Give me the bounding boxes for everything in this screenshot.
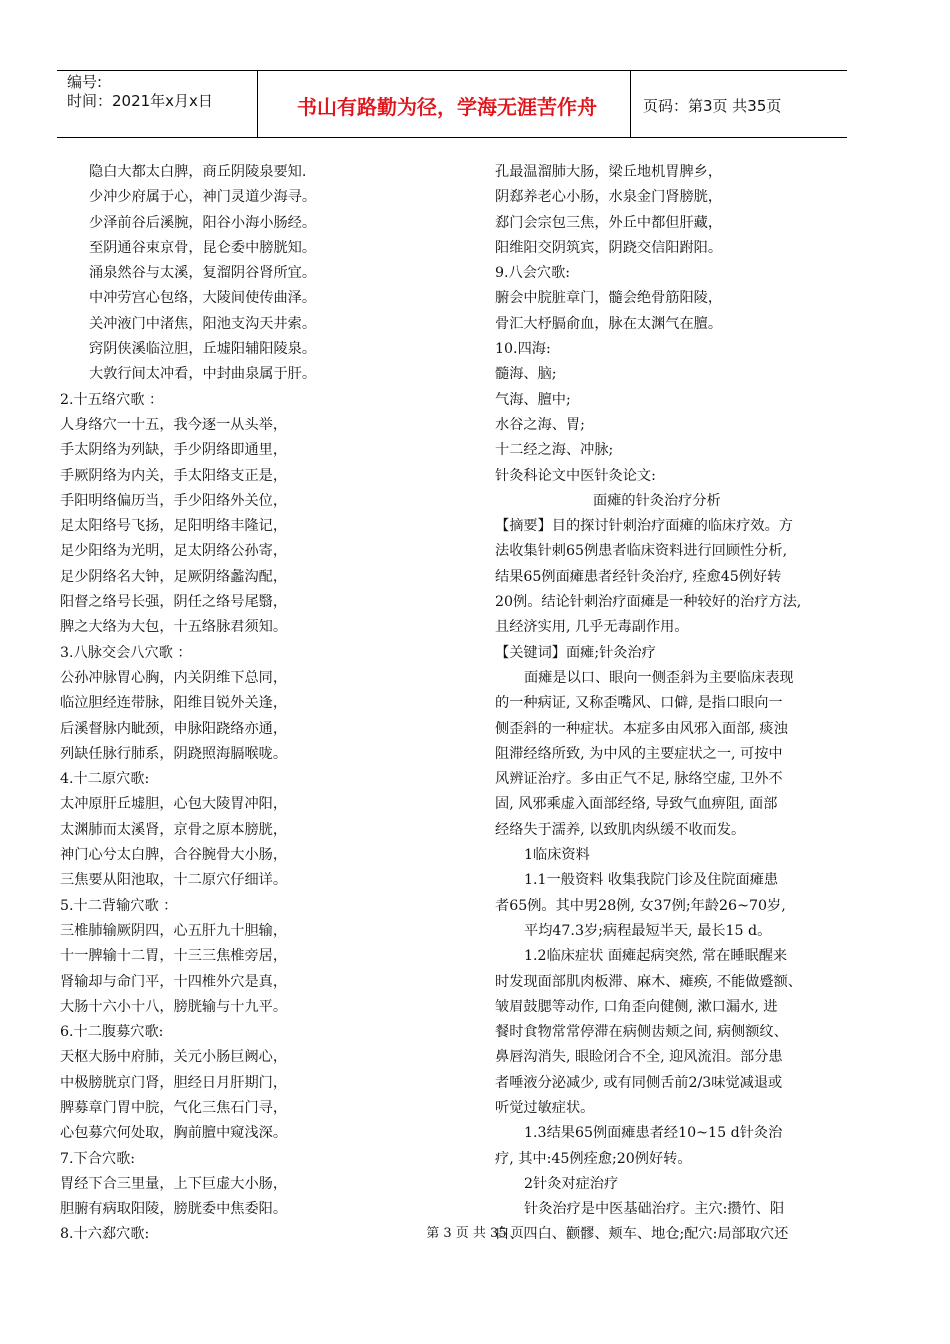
text-line: 7.下合穴歌: — [60, 1150, 136, 1167]
text-line: 法收集针刺65例患者临床资料进行回顾性分析, — [495, 543, 788, 560]
text-line: 3.八脉交会八穴歌 ： — [60, 644, 192, 661]
right-column — [495, 160, 865, 1248]
text-line: 骨汇大杼膈俞血，脉在太渊气在膻。 — [495, 315, 723, 332]
text-line: 腑会中脘脏章门，髓会绝骨筋阳陵， — [495, 290, 723, 307]
text-line: 结果65例面瘫患者经针灸治疗, 痊愈45例好转 — [495, 568, 782, 585]
text-line: 8.十六郄穴歌: — [60, 1226, 150, 1243]
text-line: 者65例。其中男28例, 女37例;年龄26~70岁, — [495, 897, 786, 914]
text-line: 三焦要从阳池取，十二原穴仔细详。 — [60, 872, 288, 889]
text-line: 皱眉鼓腮等动作, 口角歪向健侧, 漱口漏水, 进 — [495, 998, 778, 1015]
text-line: 的一种病证, 又称歪嘴风、口僻, 是指口眼向一 — [495, 695, 783, 712]
text-line: 针灸治疗是中医基础治疗。主穴:攒竹、阳 — [524, 1201, 785, 1218]
text-line: 2针灸对症治疗 — [524, 1175, 619, 1192]
text-line: 手厥阴络为内关，手太阳络支正是， — [60, 467, 288, 484]
text-line: 少冲少府属于心，神门灵道少海寻。 — [89, 189, 317, 206]
text-line: 面瘫的针灸治疗分析 — [593, 492, 721, 509]
text-line: 阳督之络号长强，阴任之络号尾翳， — [60, 594, 288, 611]
text-line: 十一脾输十二胃，十三三焦椎旁居， — [60, 948, 288, 965]
text-line: 脾募章门胃中脘，气化三焦石门寻， — [60, 1099, 288, 1116]
text-line: 关冲液门中渚焦，阳池支沟天井索。 — [89, 315, 317, 332]
text-line: 疗, 其中:45例痊愈;20例好转。 — [495, 1150, 692, 1167]
page-header — [57, 70, 847, 138]
text-line: 1.1一般资料 收集我院门诊及住院面瘫患 — [524, 872, 779, 889]
page-footer: 第 3 页 共 35 页 — [426, 1226, 524, 1241]
text-line: 大肠十六小十八，膀胱输与十九平。 — [60, 998, 288, 1015]
text-line: 大敦行间太冲看，中封曲泉属于肝。 — [89, 366, 317, 383]
text-line: 后溪督脉内眦颈，申脉阳跷络亦通， — [60, 720, 288, 737]
text-line: 20例。结论针刺治疗面瘫是一种较好的治疗方法, — [495, 594, 802, 611]
text-line: 1.2临床症状 面瘫起病突然, 常在睡眠醒来 — [524, 948, 788, 965]
text-line: 公孙冲脉胃心胸，内关阴维下总同， — [60, 669, 288, 686]
text-line: 十二经之海、冲脉; — [495, 442, 614, 459]
text-line: 5.十二背输穴歌 ： — [60, 897, 178, 914]
text-line: 时发现面部肌肉板滞、麻木、瘫痪, 不能做蹙额、 — [495, 973, 802, 990]
text-line: 三椎肺输厥阴四，心五肝九十胆输， — [60, 922, 288, 939]
text-line: 阳维阳交阴筑宾，阴跷交信阳跗阳。 — [495, 239, 723, 256]
header-motto: 书山有路勤为径，学海无涯苦作舟 — [297, 95, 597, 119]
text-line: 神门心兮太白脾，合谷腕骨大小肠， — [60, 847, 288, 864]
text-line: 心包募穴何处取，胸前膻中窥浅深。 — [60, 1125, 288, 1142]
text-line: 足少阴络名大钟，足厥阴络蠡沟配， — [60, 568, 288, 585]
text-line: 面瘫是以口、眼向一侧歪斜为主要临床表现 — [524, 669, 794, 686]
text-line: 阴郄养老心小肠，水泉金门肾膀胱， — [495, 189, 723, 206]
text-line: 肾输却与命门平，十四椎外穴是真， — [60, 973, 288, 990]
number-label: 编号: — [67, 73, 103, 91]
text-line: 餐时食物常常停滞在病侧齿颊之间, 病侧额纹、 — [495, 1024, 788, 1041]
header-divider — [257, 71, 258, 137]
text-line: 且经济实用, 几乎无毒副作用。 — [495, 619, 689, 636]
text-line: 髓海、脑; — [495, 366, 557, 383]
header-page-number: 页码：第3页 共35页 — [643, 97, 782, 115]
text-line: 孔最温溜肺大肠，梁丘地机胃脾乡， — [495, 164, 723, 180]
header-divider — [630, 71, 631, 137]
text-line: 平均47.3岁;病程最短半天, 最长15 d。 — [524, 922, 772, 939]
text-line: 手太阴络为列缺，手少阴络即通里， — [60, 442, 288, 459]
text-line: 者唾液分泌减少, 或有同侧舌前2/3味觉减退或 — [495, 1074, 783, 1091]
text-line: 鼻唇沟消失, 眼睑闭合不全, 迎风流泪。部分患 — [495, 1049, 783, 1066]
text-line: 太渊肺而太溪肾，京骨之原本膀胱， — [60, 821, 288, 838]
text-line: 听觉过敏症状。 — [495, 1099, 595, 1116]
text-line: 9.八会穴歌: — [495, 265, 571, 282]
text-line: 郄门会宗包三焦，外丘中都但肝藏， — [495, 214, 723, 231]
text-line: 【摘要】目的探讨针刺治疗面瘫的临床疗效。方 — [495, 518, 793, 535]
text-line: 中极膀胱京门肾，胆经日月肝期门， — [60, 1074, 288, 1091]
text-line: 水谷之海、胃; — [495, 416, 585, 433]
text-line: 白、四白、颧髎、颊车、地仓;配穴:局部取穴还 — [495, 1226, 789, 1243]
text-line: 风辨证治疗。多由正气不足, 脉络空虚, 卫外不 — [495, 771, 783, 788]
text-line: 1临床资料 — [524, 847, 590, 864]
text-line: 手阳明络偏历当，手少阳络外关位， — [60, 492, 288, 509]
text-line: 6.十二腹募穴歌: — [60, 1024, 164, 1041]
text-line: 【关键词】面瘫;针灸治疗 — [495, 644, 656, 661]
text-line: 至阴通谷束京骨，昆仑委中膀胱知。 — [89, 239, 317, 256]
header-meta — [67, 73, 213, 111]
text-line: 胃经下合三里量，上下巨虚大小肠， — [60, 1175, 288, 1192]
text-line: 足少阳络为光明，足太阴络公孙寄， — [60, 543, 288, 560]
text-line: 临泣胆经连带脉，阳维目锐外关逢， — [60, 695, 288, 712]
text-line: 4.十二原穴歌: — [60, 771, 150, 788]
text-line: 太冲原肝丘墟胆，心包大陵胃冲阳， — [60, 796, 288, 813]
text-line: 侧歪斜的一种症状。本症多由风邪入面部, 痰浊 — [495, 720, 788, 737]
text-line: 固, 风邪乘虚入面部经络, 导致气血痹阻, 面部 — [495, 796, 778, 813]
text-line: 涌泉然谷与太溪，复溜阴谷肾所宜。 — [89, 265, 317, 282]
text-line: 窍阴侠溪临泣胆，丘墟阳辅阳陵泉。 — [89, 341, 317, 358]
text-line: 2.十五络穴歌 ： — [60, 391, 164, 408]
text-line: 中冲劳宫心包络，大陵间使传曲泽。 — [89, 290, 317, 307]
text-line: 列缺任脉行肺系，阴跷照海膈喉咙。 — [60, 745, 288, 762]
text-line: 1.3结果65例面瘫患者经10~15 d针灸治 — [524, 1125, 783, 1142]
text-line: 脾之大络为大包，十五络脉君须知。 — [60, 619, 288, 636]
time-label: 时间：2021年x月x日 — [67, 92, 213, 110]
text-line: 天枢大肠中府肺，关元小肠巨阙心， — [60, 1049, 288, 1066]
text-line: 阻滞经络所致, 为中风的主要症状之一, 可按中 — [495, 745, 783, 762]
text-line: 隐白大都太白脾，商丘阴陵泉要知. — [89, 164, 307, 180]
text-line: 足太阳络号飞扬，足阳明络丰隆记， — [60, 518, 288, 535]
text-line: 人身络穴一十五，我今逐一从头举， — [60, 416, 288, 433]
text-line: 针灸科论文中医针灸论文: — [495, 467, 656, 484]
text-line: 气海、膻中; — [495, 391, 571, 408]
left-column — [60, 160, 430, 1248]
text-line: 10.四海: — [495, 341, 551, 358]
text-line: 少泽前谷后溪腕，阳谷小海小肠经。 — [89, 214, 317, 231]
text-line: 胆腑有病取阳陵，膀胱委中焦委阳。 — [60, 1201, 288, 1218]
text-line: 经络失于濡养, 以致肌肉纵缓不收而发。 — [495, 821, 746, 838]
